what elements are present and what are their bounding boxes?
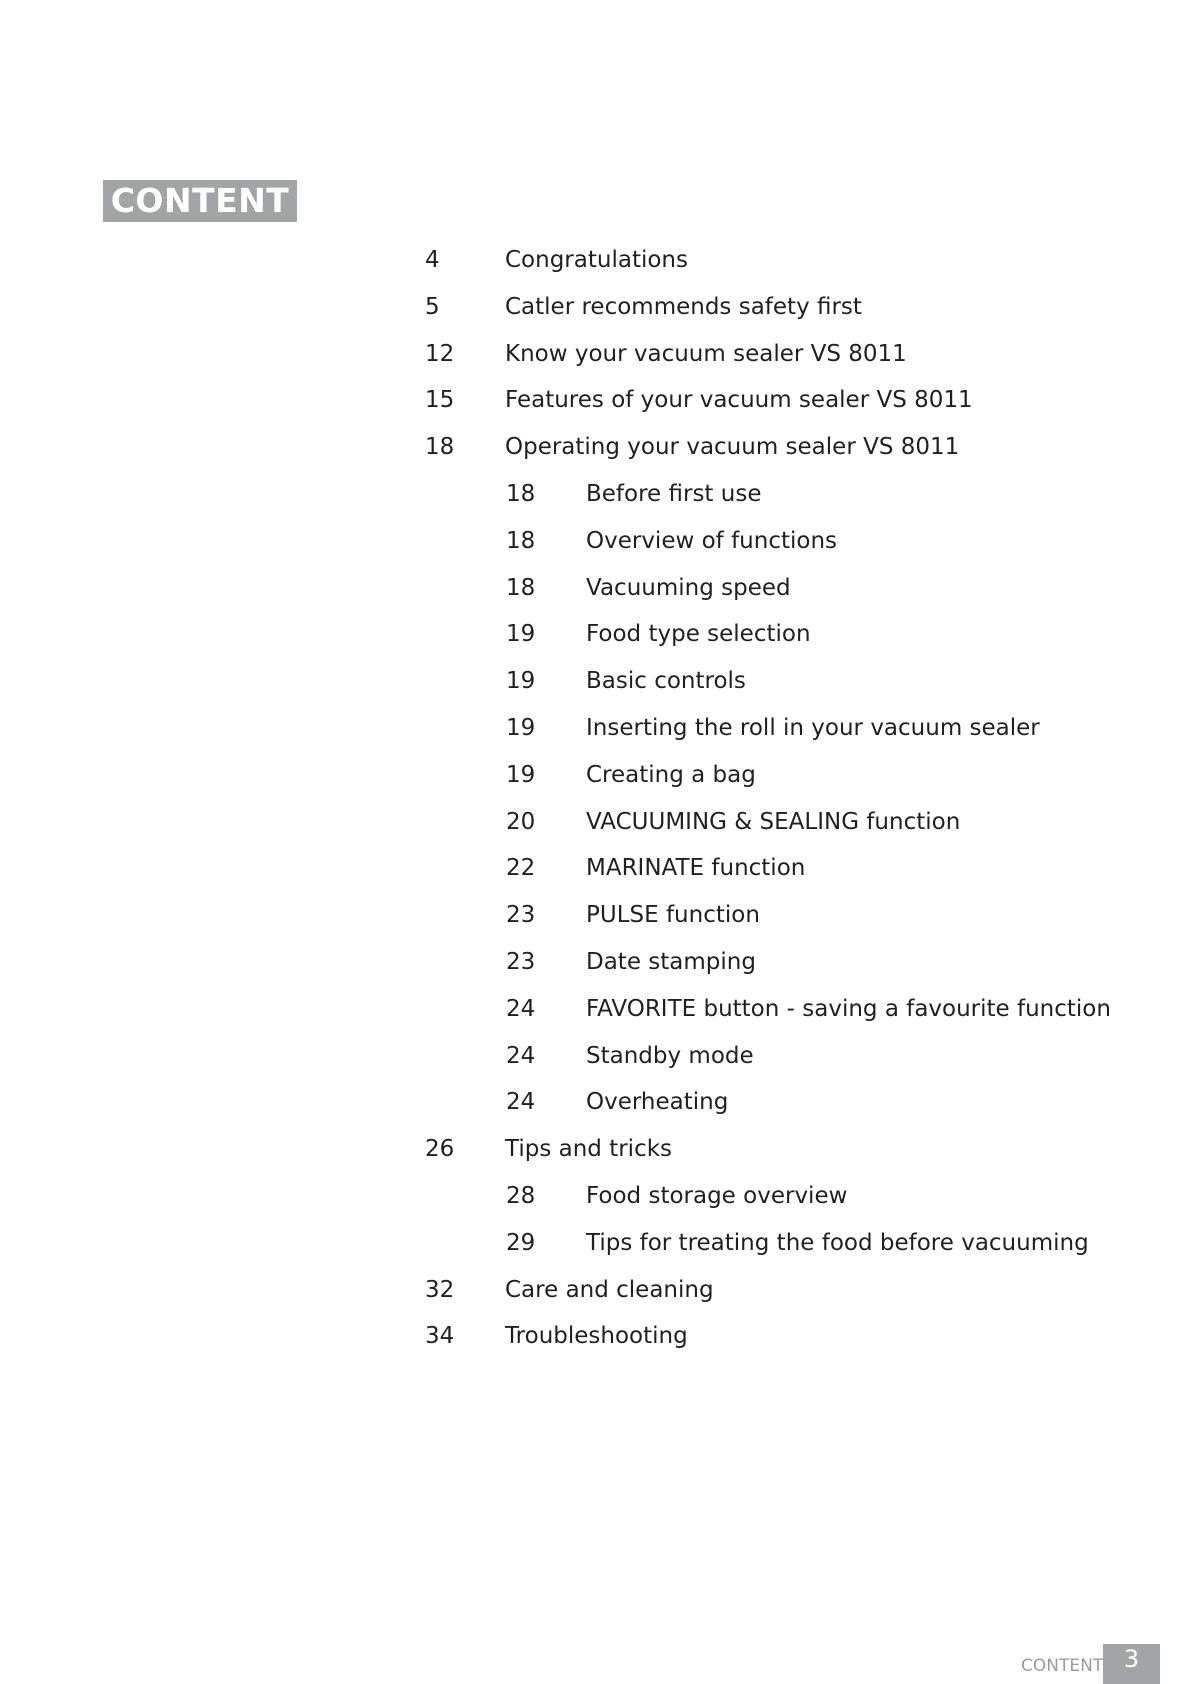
toc-title: Standby mode: [586, 1042, 754, 1069]
toc-page-number: 26: [425, 1136, 455, 1163]
toc-title: Before first use: [586, 481, 762, 507]
toc-title: Overview of functions: [586, 527, 838, 554]
toc-page-number: 12: [425, 340, 455, 367]
toc-title: Inserting the roll in your vacuum sealer: [586, 715, 1040, 741]
page-number: 3: [1103, 1644, 1160, 1684]
toc-title: Tips and tricks: [505, 1136, 673, 1163]
toc-title: Basic controls: [586, 668, 746, 695]
toc-page-number: 19: [506, 761, 536, 788]
toc-page-number: 20: [506, 808, 536, 835]
toc-page-number: 18: [506, 481, 536, 507]
toc-title: Food storage overview: [586, 1183, 848, 1209]
toc-page-number: 15: [425, 387, 455, 414]
toc-title: MARINATE function: [586, 855, 806, 882]
page-title: CONTENT: [103, 180, 297, 222]
toc-title: Operating your vacuum sealer VS 8011: [505, 434, 960, 461]
toc-title: Date stamping: [586, 949, 756, 975]
toc-title: Features of your vacuum sealer VS 8011: [505, 387, 973, 414]
toc-page-number: 19: [506, 668, 536, 695]
toc-page-number: 19: [506, 715, 536, 741]
toc-page-number: 18: [425, 434, 455, 461]
toc-title: Know your vacuum sealer VS 8011: [505, 340, 907, 367]
toc-page-number: 24: [506, 1089, 536, 1116]
toc-page-number: 29: [506, 1229, 536, 1256]
toc-page-number: 23: [506, 949, 536, 975]
toc-title: Food type selection: [586, 621, 811, 648]
toc-title: Troubleshooting: [505, 1323, 688, 1350]
toc-title: PULSE function: [586, 902, 760, 929]
toc-title: Creating a bag: [586, 761, 756, 788]
footer-section-label: CONTENT: [1021, 1656, 1104, 1676]
toc-title: Care and cleaning: [505, 1276, 714, 1303]
toc-page-number: 23: [506, 902, 536, 929]
toc-page-number: 32: [425, 1276, 455, 1303]
toc-title: Congratulations: [505, 247, 688, 273]
toc-title: Tips for treating the food before vacuuming: [586, 1229, 1089, 1256]
toc-page-number: 4: [425, 247, 440, 273]
toc-title: Vacuuming speed: [586, 574, 791, 601]
toc-page-number: 24: [506, 995, 536, 1022]
toc-page-number: 18: [506, 527, 536, 554]
toc-page-number: 28: [506, 1183, 536, 1209]
toc-page-number: 24: [506, 1042, 536, 1069]
toc-title: VACUUMING & SEALING function: [586, 808, 961, 835]
toc-title: Catler recommends safety first: [505, 293, 862, 320]
toc-page-number: 5: [425, 293, 440, 320]
toc-title: Overheating: [586, 1089, 729, 1116]
toc-title: FAVORITE button - saving a favourite function: [586, 995, 1111, 1022]
toc-page-number: 18: [506, 574, 536, 601]
toc-page-number: 19: [506, 621, 536, 648]
toc-page-number: 34: [425, 1323, 455, 1350]
toc-page-number: 22: [506, 855, 536, 882]
